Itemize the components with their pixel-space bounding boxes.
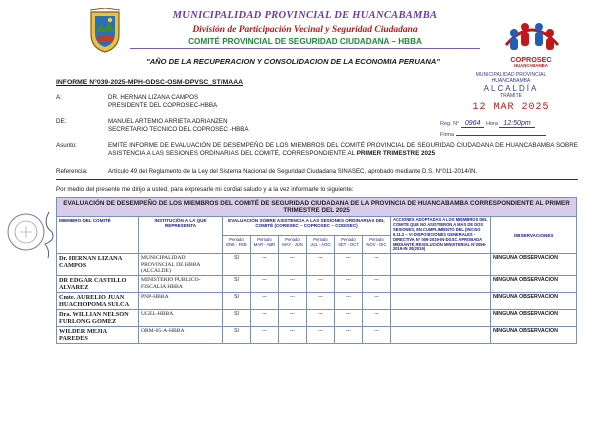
subject-period: PRIMER TRIMESTRE 2025	[356, 150, 436, 157]
attendance-cell: ---	[307, 293, 335, 310]
header-member: MIEMBRO DEL COMITÉ	[57, 217, 139, 254]
attendance-cell: ---	[363, 310, 391, 327]
period-range: MAY - JUN	[282, 241, 303, 247]
evaluation-table	[56, 197, 577, 344]
stamp-hora-label: Hora	[485, 121, 498, 127]
header-actions: ACCIONES ADOPTADAS A LOS MIEMBROS DEL COMITÉ QUE NO ASISTIERON A MÁS DE DOS SESIONES, EN CUMPLIMIENTO DEL (INCISO 6.11.2 – VI DISPOSICIONES GENERALES - DIRECTIVA N° 009-2019-IN-DGSC APROBADA MEDIANTE RESOLUCIÓN MINISTERIAL N°2056-2019-IN 30(2019)	[391, 217, 491, 254]
attendance-cell: ---	[279, 293, 307, 310]
observation-cell: NINGUNA OBSERVACION	[491, 327, 577, 344]
stamp-reg-label: Reg. N°	[440, 121, 460, 127]
member-institution: ORM-05-A-HBBA	[139, 327, 223, 344]
to-label: A:	[56, 94, 62, 101]
attendance-cell: ---	[335, 327, 363, 344]
observation-cell: NINGUNA OBSERVACION	[491, 310, 577, 327]
attendance-cell: ---	[279, 254, 307, 276]
stamp-firma-blank	[456, 135, 546, 136]
attendance-cell: ---	[307, 276, 335, 293]
attendance-cell: ---	[363, 276, 391, 293]
municipal-crest-icon	[88, 8, 122, 54]
action-cell	[391, 276, 491, 293]
attendance-cell: ---	[335, 254, 363, 276]
municipality-title: MUNICIPALIDAD PROVINCIAL DE HUANCABAMBA	[172, 10, 438, 21]
reference-divider	[56, 179, 578, 180]
stamp-hora-value: 12:50pm	[499, 120, 534, 128]
observation-cell: NINGUNA OBSERVACION	[491, 276, 577, 293]
header-institution: INSTITUCIÓN A LA QUE REPRESENTA	[139, 217, 223, 254]
member-institution: PNP-HBBA	[139, 293, 223, 310]
stamp-line-3: ALCALDÍA	[483, 84, 539, 93]
period-range: SET - OCT	[338, 241, 359, 247]
attendance-cell: SI	[223, 276, 251, 293]
action-cell	[391, 310, 491, 327]
attendance-cell: ---	[363, 254, 391, 276]
reference-text: Artículo 49 del Reglamento de la Ley del Sistema Nacional de Seguridad Ciudadana SINASEC, aprobado mediante D.S. N°011-2014/IN.	[108, 168, 478, 175]
attendance-cell: ---	[335, 310, 363, 327]
attendance-cell: ---	[251, 293, 279, 310]
period-header	[363, 235, 391, 254]
from-label: DE:	[56, 118, 67, 125]
action-cell	[391, 327, 491, 344]
year-motto: "AÑO DE LA RECUPERACION Y CONSOLIDACION DE LA ECONOMIA PERUANA"	[146, 57, 440, 66]
attendance-cell: SI	[223, 293, 251, 310]
intro-text: Por medio del presente me dirijo a usted, para expresarle mi cordial saludo y a la vez informarle lo siguiente:	[56, 186, 354, 193]
subject-text	[108, 142, 578, 158]
attendance-cell: ---	[335, 276, 363, 293]
attendance-cell: ---	[307, 310, 335, 327]
table-row	[57, 327, 577, 344]
period-label: Periodo	[229, 236, 244, 242]
reference-label: Referencia:	[56, 168, 88, 175]
report-id: INFORME N°039-2025-MPH-GDSC-OSM-DPVSC_ST/MAAA	[56, 79, 244, 86]
period-label: Periodo	[341, 236, 356, 242]
subject-body: EMITE INFORME DE EVALUACIÓN DE DESEMPEÑO DE LOS MIEMBROS DEL COMITÉ PROVINCIAL DE SEGURIDAD CIUDADANA DE HUANCABAMBA SOBRE ASISTENCIA A LAS SESIONES ORDINARIAS DEL COMITÉ, CORRESPONDIENTE AL	[108, 142, 578, 157]
period-header	[223, 235, 251, 254]
table-row	[57, 276, 577, 293]
period-range: MAR - ABR	[253, 241, 276, 247]
stamp-line-1: MUNICIPALIDAD PROVINCIAL	[475, 72, 547, 78]
stamp-firma-label: Firma	[440, 132, 455, 138]
period-header	[251, 235, 279, 254]
header-divider	[130, 48, 480, 49]
evaluation-table-container	[56, 197, 576, 344]
attendance-cell: ---	[307, 254, 335, 276]
committee-title: COMITÉ PROVINCIAL DE SEGURIDAD CIUDADANA – HBBA	[188, 37, 422, 46]
period-range: ENE - FEB	[226, 241, 247, 247]
attendance-cell: ---	[251, 254, 279, 276]
attendance-cell: SI	[223, 254, 251, 276]
period-range: NOV - DIC	[366, 241, 387, 247]
attendance-cell: SI	[223, 310, 251, 327]
attendance-cell: ---	[279, 310, 307, 327]
logo-subcaption: HUANCABAMBA	[514, 63, 548, 68]
logo-caption: COPROSEC	[510, 55, 552, 64]
member-institution: UGEL-HBBA	[139, 310, 223, 327]
period-label: Periodo	[285, 236, 300, 242]
from-role: SECRETARIO TECNICO DEL COPROSEC -HBBA	[108, 126, 249, 133]
from-name: MANUEL ARTEMIO ARRIETA ADRIANZEN	[108, 118, 228, 125]
period-label: Periodo	[369, 236, 384, 242]
stamp-registration	[440, 120, 535, 127]
attendance-cell: ---	[279, 276, 307, 293]
stamp-signature-line	[440, 132, 546, 138]
to-role: PRESIDENTE DEL COPROSEC-HBBA	[108, 102, 218, 109]
table-row	[57, 293, 577, 310]
table-title: EVALUACIÓN DE DESEMPEÑO DE LOS MIEMBROS DEL COMITÉ DE SEGURIDAD CIUDADANA DE LA PROVINCIA DE HUANCABAMBA CORRESPONDIENTE AL PRIMER TRIMESTRE DEL 2025	[57, 198, 577, 217]
attendance-cell: ---	[307, 327, 335, 344]
table-row	[57, 310, 577, 327]
table-body	[57, 254, 577, 344]
period-header	[335, 235, 363, 254]
period-label: Periodo	[313, 236, 328, 242]
division-title: División de Participación Vecinal y Seguridad Ciudadana	[192, 25, 418, 35]
action-cell	[391, 254, 491, 276]
member-name: DR EDGAR CASTILLO ALVAREZ	[57, 276, 139, 293]
member-name: Cmte. AURELIO JUAN HUACHOPOMA SULCA	[57, 293, 139, 310]
period-label: Periodo	[257, 236, 272, 242]
attendance-cell: SI	[223, 327, 251, 344]
observation-cell: NINGUNA OBSERVACION	[491, 254, 577, 276]
stamp-date: 12 MAR 2025	[472, 102, 550, 113]
header-evaluation: EVALUACIÓN SOBRE ASISTENCIA A LAS SESIONES ORDINARIAS DEL COMITÉ (CORESEC – COPROSEC – CODISEC)	[223, 217, 391, 236]
stamp-reg-value: 0964	[461, 120, 485, 128]
subject-label: Asunto:	[56, 142, 77, 149]
period-range: JUL - AGO	[310, 241, 331, 247]
member-name: Dr. HERNAN LIZANA CAMPOS	[57, 254, 139, 276]
to-name: DR. HERNAN LIZANA CAMPOS	[108, 94, 199, 101]
observation-cell: NINGUNA OBSERVACION	[491, 293, 577, 310]
member-name: Dra. WILLIAN NELSON FURLONG GOMEZ	[57, 310, 139, 327]
period-header	[279, 235, 307, 254]
period-header	[307, 235, 335, 254]
table-row	[57, 254, 577, 276]
attendance-cell: ---	[335, 293, 363, 310]
attendance-cell: ---	[251, 276, 279, 293]
attendance-cell: ---	[251, 327, 279, 344]
reception-stamp	[436, 70, 586, 152]
attendance-cell: ---	[251, 310, 279, 327]
stamp-line-4: TRÁMITE	[500, 93, 522, 99]
member-institution: MINISTERIO PUBLICO-FISCALIA HBBA	[139, 276, 223, 293]
member-institution: MUNICIPALIDAD PROVINCIAL DE HBBA (ALCALDE)	[139, 254, 223, 276]
attendance-cell: ---	[363, 293, 391, 310]
member-name: WILDER MEJIA PAREDES	[57, 327, 139, 344]
action-cell	[391, 293, 491, 310]
attendance-cell: ---	[363, 327, 391, 344]
stamp-line-2: HUANCABAMBA	[491, 78, 531, 84]
header-observations: OBSERVACIONES	[491, 217, 577, 254]
attendance-cell: ---	[279, 327, 307, 344]
